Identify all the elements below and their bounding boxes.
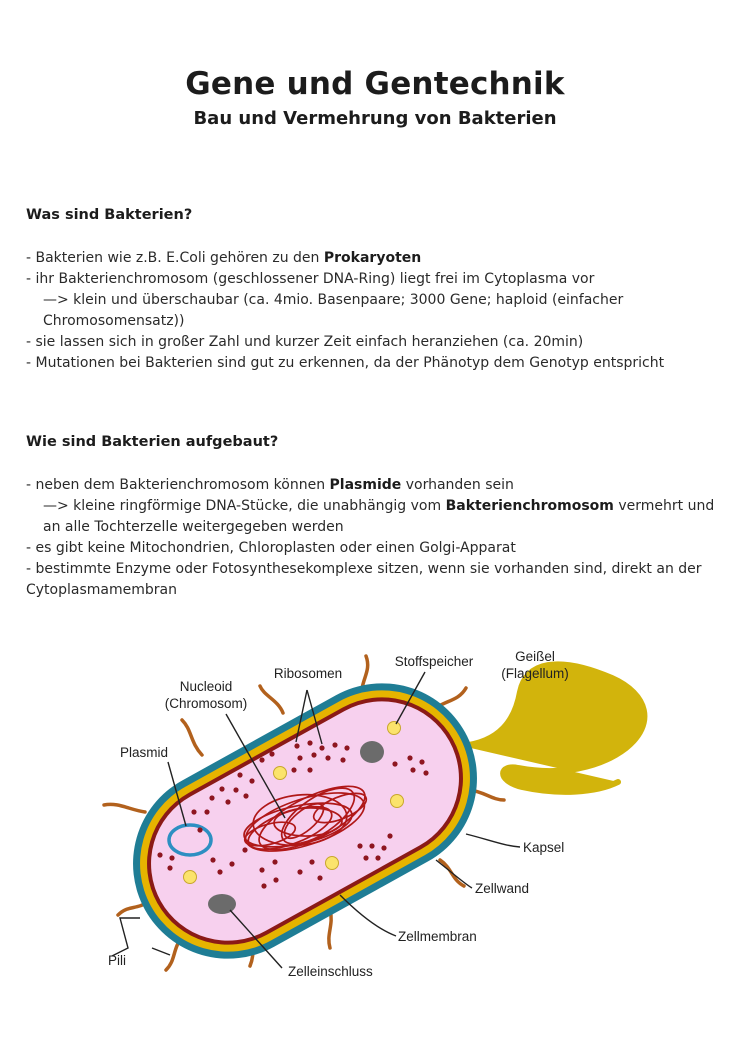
label-kapsel: Kapsel [523, 840, 565, 855]
label-zellmembran: Zellmembran [398, 929, 477, 944]
list-item: - Mutationen bei Bakterien sind gut zu erkennen, da der Phänotyp dem Genotyp entspricht [26, 355, 665, 371]
label-plasmid: Plasmid [120, 745, 169, 760]
list-item: —> kleine ringförmige DNA-Stücke, die unabhängig vom Bakterienchromosom vermehrt und an alle Tochterzelle weitergegeben werden [43, 498, 715, 535]
list-item: - Bakterien wie z.B. E.Coli gehören zu den Prokaryoten [26, 250, 422, 266]
label-chromosom: (Chromosom) [164, 696, 248, 711]
label-nucleoid: Nucleoid [179, 679, 233, 694]
list-item: - bestimmte Enzyme oder Fotosynthesekomplexe sitzen, wenn sie vorhanden sind, direkt an der Cytoplasmamembran [26, 561, 702, 598]
bold-term: Bakterienchromosom [445, 498, 614, 514]
bold-term: Prokaryoten [323, 250, 422, 266]
list-item: - es gibt keine Mitochondrien, Chloroplasten oder einen Golgi-Apparat [26, 540, 516, 556]
label-geissel: Geißel [515, 649, 555, 664]
label-stoffspeicher: Stoffspeicher [394, 654, 474, 669]
bacterium-diagram [0, 630, 750, 1020]
label-zellwand: Zellwand [475, 881, 530, 896]
page-title: Gene und Gentechnik [185, 66, 565, 102]
section2-list [26, 475, 732, 601]
label-ribosomen: Ribosomen [273, 666, 343, 681]
list-item: —> klein und überschaubar (ca. 4mio. Basenpaare; 3000 Gene; haploid (einfacher Chromosomensatz)) [43, 292, 624, 329]
label-flagellum: (Flagellum) [501, 666, 569, 681]
list-item: - neben dem Bakterienchromosom können Plasmide vorhanden sein [26, 477, 514, 493]
flagellum [462, 664, 644, 792]
inclusion-body [360, 741, 384, 763]
section1-list [26, 248, 732, 374]
label-zelleinschluss: Zelleinschluss [288, 964, 373, 979]
page-subtitle: Bau und Vermehrung von Bakterien [193, 108, 557, 129]
section-heading-aufbau: Wie sind Bakterien aufgebaut? [26, 434, 279, 450]
section-heading-was-sind-bakterien: Was sind Bakterien? [26, 207, 193, 223]
list-item: - sie lassen sich in großer Zahl und kurzer Zeit einfach heranziehen (ca. 20min) [26, 334, 584, 350]
list-item: - ihr Bakterienchromosom (geschlossener DNA-Ring) liegt frei im Cytoplasma vor [26, 271, 595, 287]
bold-term: Plasmide [329, 477, 402, 493]
label-pili: Pili [108, 953, 127, 968]
